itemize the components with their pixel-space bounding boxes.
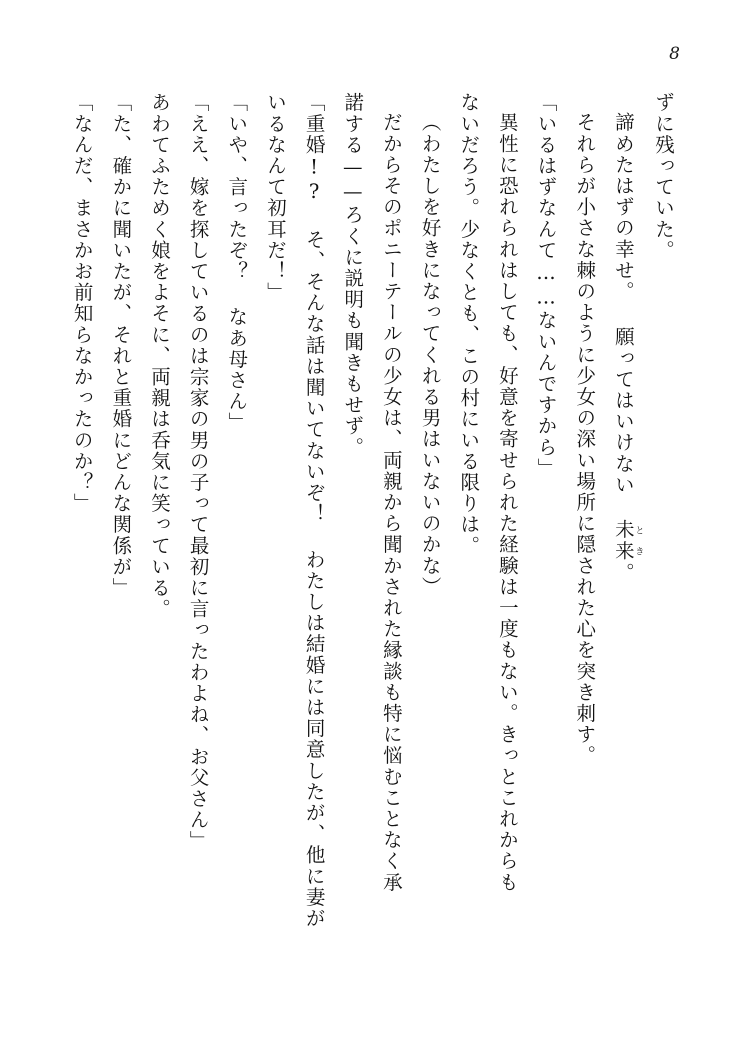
ruby-reading: とき <box>633 519 644 562</box>
paragraph: だからそのポニーテールの少女は、両親から聞かされた縁談も特に悩むことなく承 <box>379 111 403 893</box>
paragraph-dialogue: 「いや、言ったぞ？ なあ母さん」 <box>225 92 249 434</box>
paragraph: 諾する——ろくに説明も聞きもせず。 <box>341 92 365 458</box>
paragraph-dialogue: 「いるはずなんて……ないんですから」 <box>534 92 558 479</box>
paragraph-dialogue: 「重婚!? そ、そんな話は聞いてないぞ！ わたしは結婚には同意したが、他に妻が <box>302 92 326 929</box>
paragraph-dialogue: いるなんて初耳だ！」 <box>263 92 287 303</box>
paragraph: それらが小さな棘のように少女の深い場所に隠された心を突き刺す。 <box>573 111 597 766</box>
ruby-annotation: 未来とき <box>611 519 644 562</box>
paragraph: ないだろう。少なくとも、この村にいる限りは。 <box>457 92 481 557</box>
paragraph: ずに残っていた。 <box>652 92 675 261</box>
paragraph: 異性に恐れられはしても、好意を寄せられた経験は一度もない。きっとこれからも <box>495 111 519 893</box>
paragraph-thought: （わたしを好きになってくれる男はいないのかな） <box>418 111 442 597</box>
page-number: 8 <box>669 44 680 64</box>
paragraph-dialogue: 「た、確かに聞いたが、それと重婚にどんな関係が」 <box>109 92 133 599</box>
paragraph: あわてふためく娘をよそに、両親は呑気に笑っている。 <box>147 92 171 620</box>
body-text-block <box>62 92 682 972</box>
paragraph-dialogue: 「なんだ、まさかお前知らなかったのか？」 <box>70 92 94 514</box>
paragraph-dialogue: 「ええ、嫁を探しているのは宗家の男の子って最初に言ったわよね、お父さん」 <box>186 92 210 852</box>
paragraph: 諦めたはずの幸せ。 願ってはいけない 未来とき。 <box>611 111 644 583</box>
